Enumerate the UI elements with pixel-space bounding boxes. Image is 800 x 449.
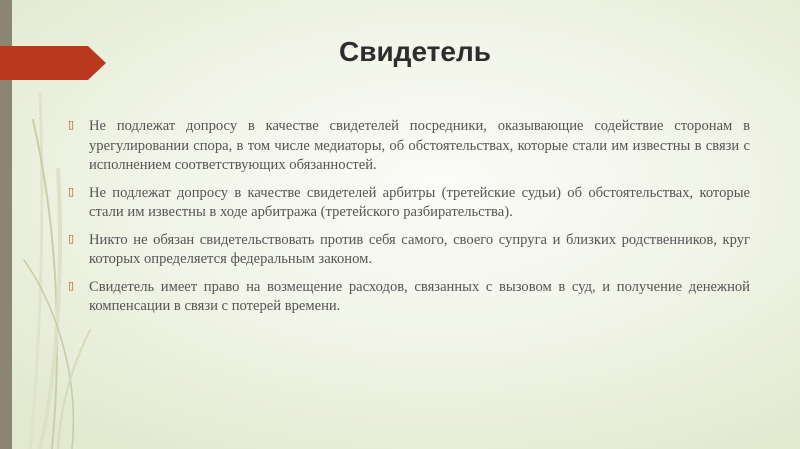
bullet-list — [68, 117, 750, 325]
bullet-text: Не подлежат допросу в качестве свидетелей арбитры (третейские судьи) об обстоятельствах, которые стали им известны в ходе арбитража (третейского разбирательства). — [89, 184, 750, 220]
bullet-text: Не подлежат допросу в качестве свидетелей посредники, оказывающие содействие сторонам в урегулировании спора, в том числе медиаторы, об обстоятельствах, которые стали им известны в связи с исполнением соответствующих обязанностей. — [89, 118, 750, 173]
list-item — [68, 278, 750, 317]
bullet-text: Никто не обязан свидетельствовать против себя самого, своего супруга и близких родственников, круг которых определяется федеральным законом. — [89, 231, 750, 267]
bullet-marker-icon: ▯ — [68, 278, 75, 292]
list-item — [68, 231, 750, 270]
bullet-text: Свидетель имеет право на возмещение расходов, связанных с вызовом в суд, и получение денежной компенсации в связи с потерей времени. — [89, 278, 750, 314]
bullet-marker-icon: ▯ — [68, 231, 75, 245]
title-accent-arrow — [0, 46, 106, 80]
list-item — [68, 117, 750, 176]
bullet-marker-icon: ▯ — [68, 184, 75, 198]
list-item — [68, 184, 750, 223]
slide-title: Свидетель — [339, 36, 491, 67]
bullet-marker-icon: ▯ — [68, 118, 75, 131]
